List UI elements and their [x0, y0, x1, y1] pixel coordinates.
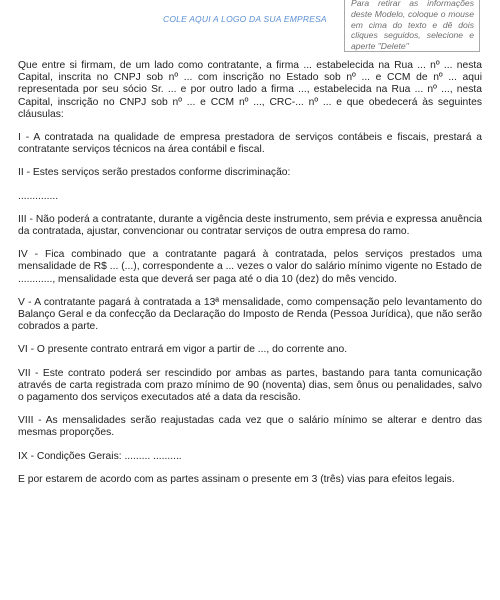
clause-i[interactable]: I - A contratada na qualidade de empresa prestadora de serviços contábeis e fiscais, prestará a contratante serviços técnicos na área contábil e fiscal. — [18, 132, 482, 156]
clause-v[interactable]: V - A contratante pagará à contratada a 13ª mensalidade, como compensação pelo levantamento do Balanço Geral e da confecção da Declaração do Imposto de Renda (Pessoa Jurídica), que não serão cobrados a parte. — [18, 296, 482, 333]
clause-ii-discrimination[interactable]: .............. — [18, 190, 59, 202]
clause-iii[interactable]: III - Não poderá a contratante, durante a vigência deste instrumento, sem prévia e expressa anuência da contratada, ajustar, convencionar ou contratar serviços de outra empresa do ramo. — [18, 213, 482, 238]
clause-viii[interactable]: VIII - As mensalidades serão reajustadas cada vez que o salário mínimo se alterar e dentro das mesmas proporções. — [18, 415, 482, 439]
clause-ii[interactable]: II - Estes serviços serão prestados conforme discriminação: — [18, 167, 291, 179]
instruction-note[interactable]: Para retirar as informações deste Modelo, coloque o mouse em cima do texto e dê dois cliques seguidos, selecione e aperte "Delete" — [344, 0, 480, 52]
contract-intro-paragraph[interactable]: Que entre si firmam, de um lado como contratante, a firma ... estabelecida na Rua ... nº ... nesta Capital, inscrita no CNPJ sob nº ... com inscrição no Estado sob nº ... e CCM de nº ... aqui representada por seu sócio Sr. ... e por outro lado a firma ..., estabelecida na Rua ... nº ..., nesta Capital, inscrição no CNPJ sob nº ... e CCM nº ..., CRC-... nº ... e que obedecerá às seguintes cláusulas: — [18, 60, 482, 120]
clause-iv[interactable]: IV - Fica combinado que a contratante pagará à contratada, pelos serviços prestados uma mensalidade de R$ ... (...), correspondente a ... vezes o valor do salário mínimo vigente no Estado de ............, mensalidade esta que deverá ser paga até o dia 10 (dez) do mês vencido. — [18, 249, 482, 285]
clause-vi[interactable]: VI - O presente contrato entrará em vigor a partir de ..., do corrente ano. — [18, 344, 348, 356]
contract-body — [18, 60, 482, 486]
closing-paragraph[interactable]: E por estarem de acordo com as partes assinam o presente em 3 (três) vias para efeitos legais. — [18, 473, 455, 485]
logo-placeholder[interactable]: COLE AQUI A LOGO DA SUA EMPRESA — [163, 14, 327, 24]
clause-ix[interactable]: IX - Condições Gerais: ......... .......... — [18, 450, 182, 462]
clause-vii[interactable]: VII - Este contrato poderá ser rescindido por ambas as partes, bastando para tanta comunicação através de carta registrada com prazo mínimo de 90 (noventa) dias, sem ônus ou penalidades, salvo o pagamento dos serviços executados até a data da rescisão. — [18, 367, 482, 404]
